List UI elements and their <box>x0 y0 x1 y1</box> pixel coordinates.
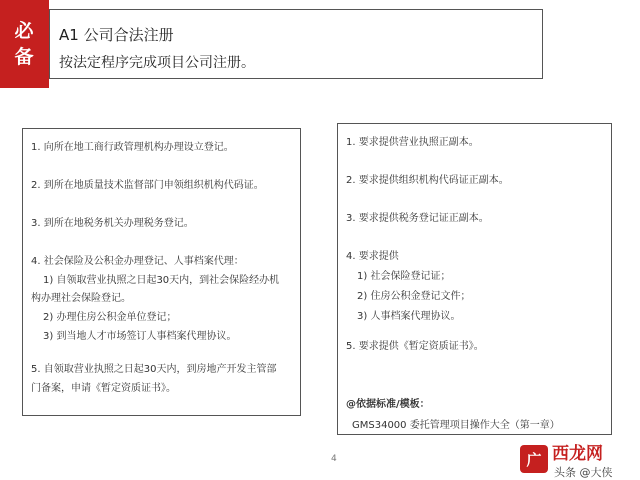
step-3: 3. 到所在地税务机关办理税务登记。 <box>31 218 194 229</box>
requirement-4-sub-2: 2) 住房公积金登记文件； <box>357 291 471 302</box>
procedure-steps-panel <box>22 128 301 416</box>
step-4-sub-1b: 构办理社会保险登记。 <box>31 293 131 304</box>
basis-value: GMS34000 委托管理项目操作大全（第一章） <box>352 420 560 431</box>
step-2: 2. 到所在地质量技术监督部门申领组织机构代码证。 <box>31 180 264 191</box>
requirement-3: 3. 要求提供税务登记证正副本。 <box>346 213 489 224</box>
step-4-sub-1a: 1) 自领取营业执照之日起30天内，到社会保险经办机 <box>43 275 280 286</box>
badge-char-2: 备 <box>14 46 35 68</box>
watermark-logo-icon: 广 <box>520 445 548 473</box>
page-title: A1 公司合法注册 <box>59 26 174 44</box>
required-badge <box>0 0 49 88</box>
requirement-1: 1. 要求提供营业执照正副本。 <box>346 137 479 148</box>
requirement-4-sub-1: 1) 社会保险登记证； <box>357 271 451 282</box>
requirement-4-sub-3: 3) 人事档案代理协议。 <box>357 311 461 322</box>
watermark-subtext: 头条 @大侠 <box>554 465 613 479</box>
watermark-text: 西龙网 <box>552 443 603 464</box>
page-subtitle: 按法定程序完成项目公司注册。 <box>59 55 255 71</box>
badge-char-1: 必 <box>14 20 35 42</box>
requirements-panel <box>337 123 612 435</box>
requirement-2: 2. 要求提供组织机构代码证正副本。 <box>346 175 509 186</box>
step-5b: 门备案，申请《暂定资质证书》。 <box>31 383 176 394</box>
watermark <box>520 441 640 477</box>
step-5a: 5. 自领取营业执照之日起30天内，到房地产开发主管部 <box>31 364 277 375</box>
title-box <box>49 9 543 79</box>
step-1: 1. 向所在地工商行政管理机构办理设立登记。 <box>31 142 234 153</box>
step-4: 4. 社会保险及公积金办理登记、人事档案代理： <box>31 256 244 267</box>
step-4-sub-3: 3) 到当地人才市场签订人事档案代理协议。 <box>43 331 237 342</box>
step-4-sub-2: 2) 办理住房公积金单位登记； <box>43 312 177 323</box>
page-number: 4 <box>331 454 337 464</box>
requirement-5: 5. 要求提供《暂定资质证书》。 <box>346 341 484 352</box>
requirement-4: 4. 要求提供 <box>346 251 399 262</box>
basis-label: @依据标准/模板： <box>346 399 430 410</box>
